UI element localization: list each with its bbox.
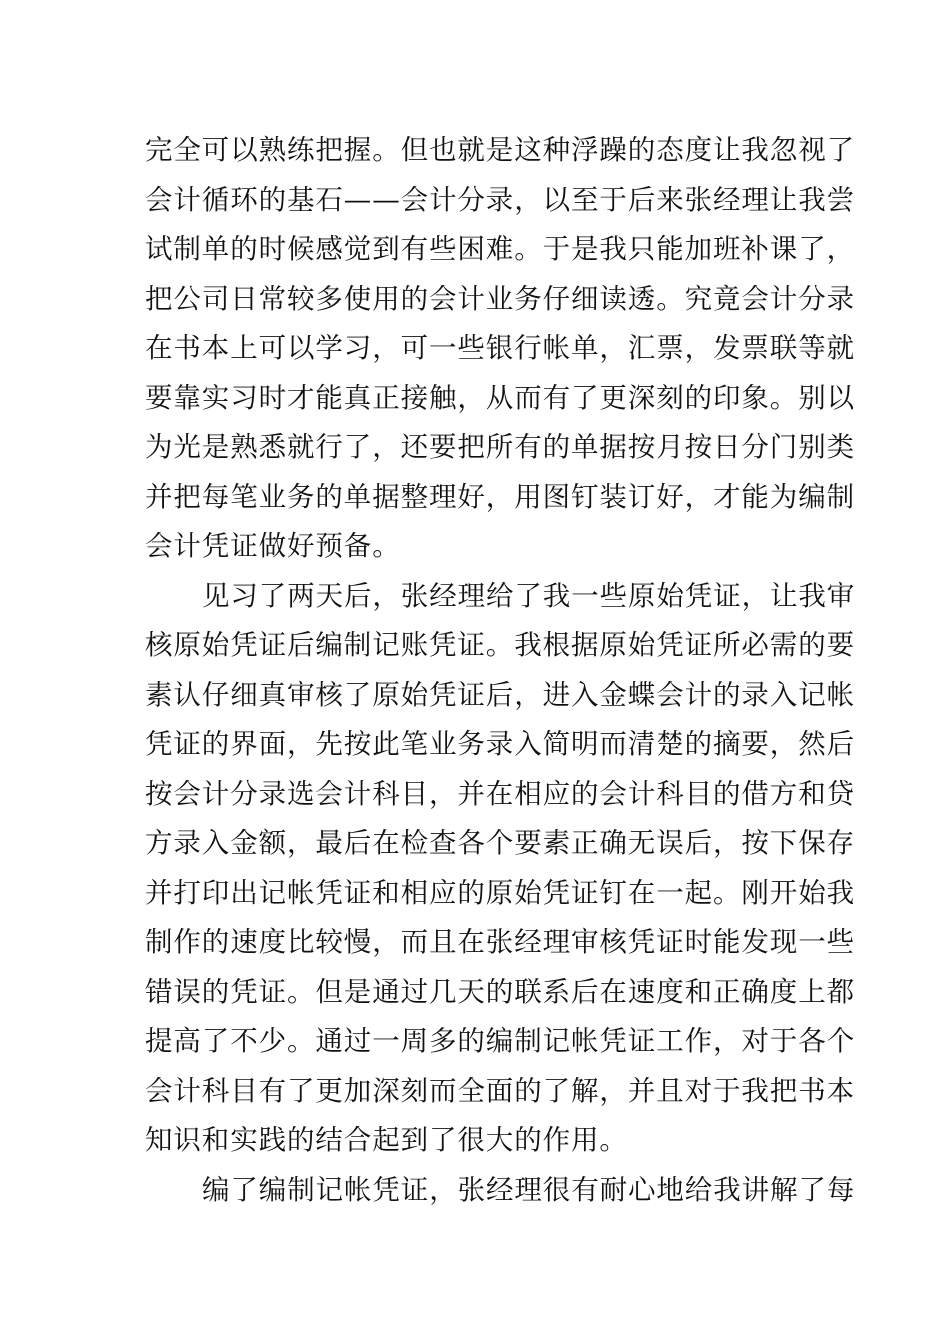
- text-line: 在书本上可以学习，可一些银行帐单，汇票，发票联等就: [145, 332, 855, 364]
- text-line: 为光是熟悉就行了，还要把所有的单据按月按日分门别类: [145, 431, 855, 463]
- text-line: 试制单的时候感觉到有些困难。于是我只能加班补课了，: [145, 233, 855, 265]
- text-line: 并把每笔业务的单据整理好，用图钉装订好，才能为编制: [145, 480, 855, 513]
- text-line: 会计凭证做好预备。: [145, 530, 401, 562]
- text-line: 完全可以熟练把握。但也就是这种浮躁的态度让我忽视了: [145, 134, 855, 166]
- text-line: 并打印出记帐凭证和相应的原始凭证钉在一起。刚开始我: [145, 876, 855, 909]
- text-line: 提高了不少。通过一周多的编制记帐凭证工作，对于各个: [145, 1025, 855, 1057]
- text-line: 知识和实践的结合起到了很大的作用。: [145, 1124, 628, 1156]
- text-line: 要靠实习时才能真正接触，从而有了更深刻的印象。别以: [145, 381, 855, 414]
- body-text: [145, 126, 856, 1215]
- text-line: 素认仔细真审核了原始凭证后，进入金蝶会计的录入记帐: [145, 678, 855, 711]
- text-line: 会计科目有了更加深刻而全面的了解，并且对于我把书本: [145, 1074, 855, 1107]
- paragraph-start-line: 见习了两天后，张经理给了我一些原始凭证，让我审: [202, 579, 856, 612]
- text-line: 方录入金额，最后在检查各个要素正确无误后，按下保存: [145, 827, 855, 859]
- text-line: 按会计分录选会计科目，并在相应的会计科目的借方和贷: [145, 777, 855, 810]
- paragraph-start-line: 编了编制记帐凭证，张经理很有耐心地给我讲解了每: [202, 1173, 856, 1206]
- text-line: 凭证的界面，先按此笔业务录入简明而清楚的摘要，然后: [145, 728, 855, 760]
- text-line: 核原始凭证后编制记账凭证。我根据原始凭证所必需的要: [145, 629, 855, 661]
- text-line: 错误的凭证。但是通过几天的联系后在速度和正确度上都: [145, 975, 855, 1008]
- text-line: 制作的速度比较慢，而且在张经理审核凭证时能发现一些: [145, 926, 855, 958]
- text-line: 会计循环的基石——会计分录，以至于后来张经理让我尝: [145, 183, 855, 216]
- text-line: 把公司日常较多使用的会计业务仔细读透。究竟会计分录: [145, 282, 855, 315]
